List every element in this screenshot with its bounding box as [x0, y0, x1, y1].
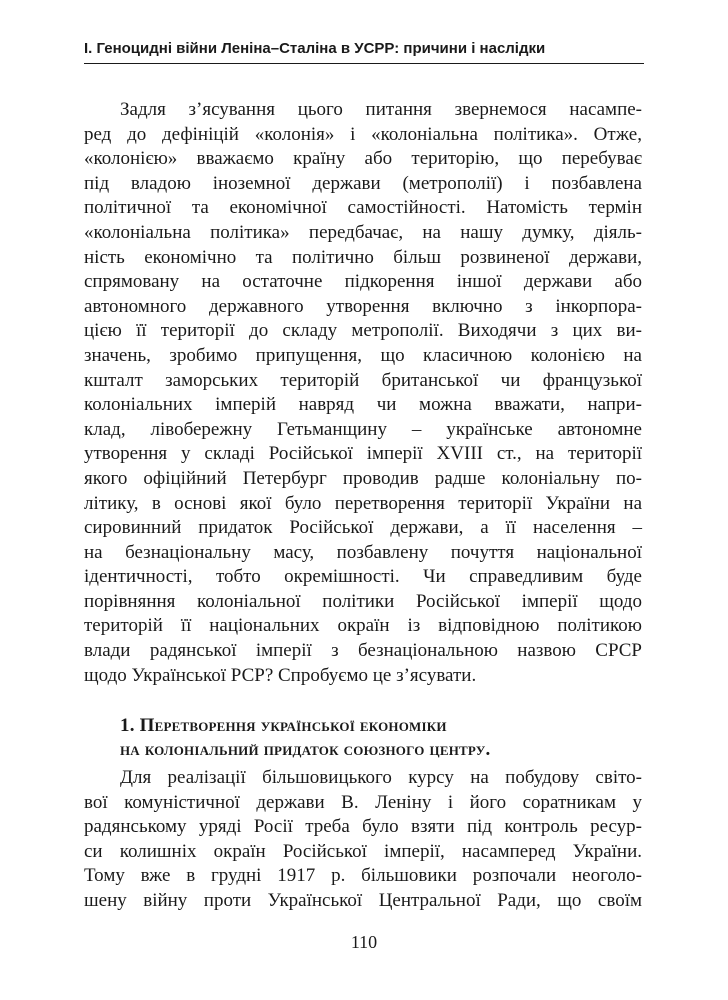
text-line: «колоніальна політика» передбачає, на нашу думку, діяль- — [84, 221, 642, 243]
section-heading-line: на колоніальний придаток союзного центру. — [120, 739, 491, 760]
text-line: цією її території до складу метрополії. Виходячи з цих ви- — [84, 320, 642, 342]
text-line: значень, зробимо припущення, що класичною колонією на — [84, 344, 642, 366]
text-line: клад, лівобережну Гетьманщину – українське автономне — [84, 418, 642, 440]
text-line: спрямовану на остаточне підкорення іншої держави або — [84, 271, 642, 293]
page-number: 110 — [350, 932, 378, 952]
text-line: сировинний придаток Російської держави, а її населення – — [84, 517, 642, 539]
text-line: вої комуністичної держави В. Леніну і його соратникам у — [84, 791, 642, 813]
text-line: під владою іноземної держави (метрополії) і позбавлена — [84, 172, 642, 194]
body-paragraph-1 — [84, 98, 642, 688]
text-line: порівняння колоніальної політики Російської імперії щодо — [84, 590, 642, 612]
text-line: якого офіційний Петербург проводив радше колоніальну по- — [84, 467, 642, 489]
text-line: територій її національних окраїн із відповідною політикою — [84, 615, 642, 637]
text-line: «колонією» вважаємо країну або територію, що перебуває — [84, 148, 642, 170]
running-header: І. Геноцидні війни Леніна–Сталіна в УСРР: причини і наслідки — [84, 40, 644, 64]
text-line: утворення у складі Російської імперії XVIII ст., на території — [84, 443, 642, 465]
text-line: си колишніх окраїн Російської імперії, насамперед України. — [84, 840, 642, 862]
text-line: автономного державного утворення включно з інкорпора- — [84, 295, 642, 317]
text-line: Для реалізації більшовицького курсу на побудову світо- — [120, 767, 642, 788]
text-line: влади радянської імперії з безнаціональною назвою СРСР — [84, 640, 642, 662]
section-heading — [120, 714, 640, 762]
body-paragraph-2 — [84, 766, 642, 914]
text-line: радянському уряді Росії треба було взяти під контроль ресур- — [84, 816, 642, 838]
text-line: Задля з’ясування цього питання звернемося насампе- — [120, 99, 642, 120]
section-heading-line: 1. Перетворення української економіки — [120, 715, 447, 736]
text-line: ідентичності, тобто окремішності. Чи справедливим буде — [84, 566, 642, 588]
text-line: шену війну проти Української Центральної Ради, що своїм — [84, 889, 642, 911]
text-line: ність економічно та політично більш розвиненої держави, — [84, 246, 642, 268]
text-line: щодо Української РСР? Спробуємо це з’ясувати. — [84, 664, 477, 686]
text-line: політичної та економічної самостійності. Натомість термін — [84, 197, 642, 219]
text-line: колоніальних імперій навряд чи можна вважати, напри- — [84, 394, 642, 416]
text-line: кшталт заморських територій британської чи французької — [84, 369, 642, 391]
text-line: на безнаціональну масу, позбавлену почуття національної — [84, 541, 642, 563]
text-line: літику, в основі якої було перетворення території України на — [84, 492, 642, 514]
text-line: ред до дефініцій «колонія» і «колоніальна політика». Отже, — [84, 123, 642, 145]
text-line: Тому вже в грудні 1917 р. більшовики розпочали неоголо- — [84, 865, 642, 887]
